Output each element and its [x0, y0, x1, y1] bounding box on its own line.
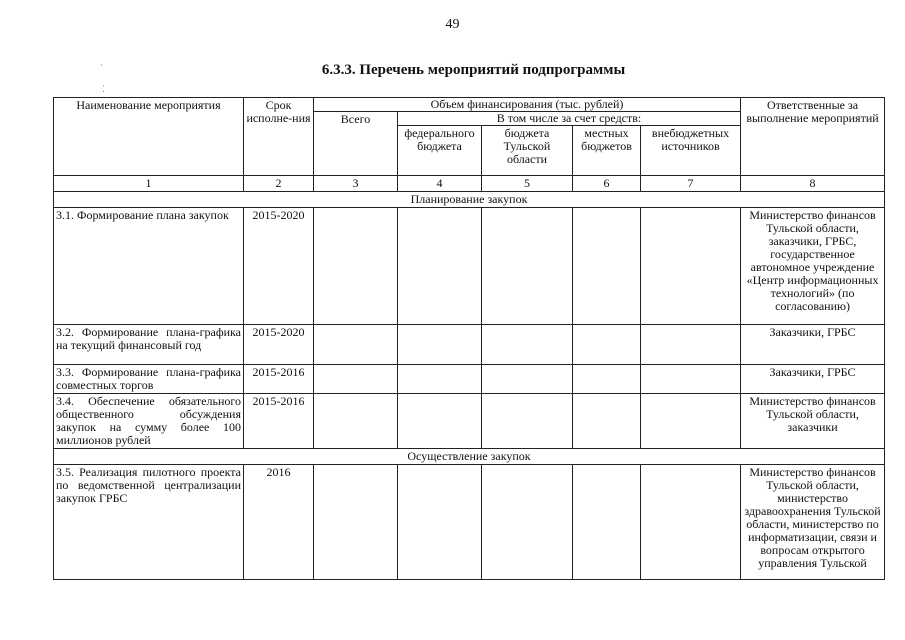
- amount-local: [573, 365, 641, 394]
- activity-term: 2015-2016: [244, 394, 314, 449]
- activity-responsible: Заказчики, ГРБС: [741, 365, 885, 394]
- amount-total: [314, 365, 398, 394]
- section-title-planning: Планирование закупок: [54, 192, 885, 208]
- header-volume: Объем финансирования (тыс. рублей): [314, 98, 741, 112]
- activity-name: 3.2. Формирование плана-графика на текущий финансовый год: [54, 325, 244, 365]
- column-number: 6: [573, 176, 641, 192]
- column-number: 3: [314, 176, 398, 192]
- header-total: Всего: [314, 112, 398, 176]
- header-row: [54, 98, 885, 112]
- amount-federal: [398, 365, 482, 394]
- column-number: 8: [741, 176, 885, 192]
- column-number: 4: [398, 176, 482, 192]
- header-responsible: Ответственные за выполнение мероприятий: [741, 98, 885, 176]
- activity-term: 2016: [244, 465, 314, 580]
- amount-local: [573, 208, 641, 325]
- column-number: 5: [482, 176, 573, 192]
- section-row: [54, 192, 885, 208]
- amount-federal: [398, 465, 482, 580]
- table-row: [54, 465, 885, 580]
- header-including: В том числе за счет средств:: [398, 112, 741, 126]
- activity-name: 3.4. Обеспечение обязательного общественного обсуждения закупок на сумму более 100 миллионов рублей: [54, 394, 244, 449]
- activity-term: 2015-2020: [244, 325, 314, 365]
- column-number: 7: [641, 176, 741, 192]
- scan-artifact: ⁚: [102, 84, 105, 94]
- column-number-row: [54, 176, 885, 192]
- amount-total: [314, 465, 398, 580]
- header-local: местных бюджетов: [573, 126, 641, 176]
- header-term: Срок исполне-ния: [244, 98, 314, 176]
- page-number: 49: [445, 17, 460, 32]
- amount-total: [314, 208, 398, 325]
- table-row: [54, 208, 885, 325]
- amount-federal: [398, 394, 482, 449]
- header-regional: бюджета Тульской области: [482, 126, 573, 176]
- amount-local: [573, 394, 641, 449]
- amount-regional: [482, 465, 573, 580]
- activities-table: [53, 97, 885, 580]
- amount-regional: [482, 365, 573, 394]
- header-federal: федерального бюджета: [398, 126, 482, 176]
- amount-extra: [641, 208, 741, 325]
- table-row: [54, 325, 885, 365]
- column-number: 1: [54, 176, 244, 192]
- activity-name: 3.1. Формирование плана закупок: [54, 208, 244, 325]
- amount-total: [314, 394, 398, 449]
- header-extra: внебюджетных источников: [641, 126, 741, 176]
- activity-responsible: Министерство финансов Тульской области, заказчики, ГРБС, государственное автономное учреждение «Центр информационных технологий» (по согласованию): [741, 208, 885, 325]
- header-name: Наименование мероприятия: [54, 98, 244, 176]
- amount-total: [314, 325, 398, 365]
- amount-local: [573, 325, 641, 365]
- section-title-procurement: Осуществление закупок: [54, 449, 885, 465]
- amount-extra: [641, 394, 741, 449]
- activity-term: 2015-2016: [244, 365, 314, 394]
- activity-responsible: Министерство финансов Тульской области, министерство здравоохранения Тульской области, министерство по информатизации, связи и вопросам открытого управления Тульской: [741, 465, 885, 580]
- amount-regional: [482, 208, 573, 325]
- amount-regional: [482, 325, 573, 365]
- section-row: [54, 449, 885, 465]
- activity-name: 3.5. Реализация пилотного проекта по ведомственной централизации закупок ГРБС: [54, 465, 244, 580]
- activity-name: 3.3. Формирование плана-графика совместных торгов: [54, 365, 244, 394]
- activity-term: 2015-2020: [244, 208, 314, 325]
- amount-extra: [641, 325, 741, 365]
- activity-responsible: Заказчики, ГРБС: [741, 325, 885, 365]
- scan-artifact: ·: [100, 60, 103, 70]
- amount-extra: [641, 365, 741, 394]
- table-row: [54, 394, 885, 449]
- amount-federal: [398, 208, 482, 325]
- table-row: [54, 365, 885, 394]
- section-title: 6.3.3. Перечень мероприятий подпрограммы: [321, 62, 626, 78]
- amount-extra: [641, 465, 741, 580]
- amount-federal: [398, 325, 482, 365]
- column-number: 2: [244, 176, 314, 192]
- amount-regional: [482, 394, 573, 449]
- amount-local: [573, 465, 641, 580]
- activity-responsible: Министерство финансов Тульской области, заказчики: [741, 394, 885, 449]
